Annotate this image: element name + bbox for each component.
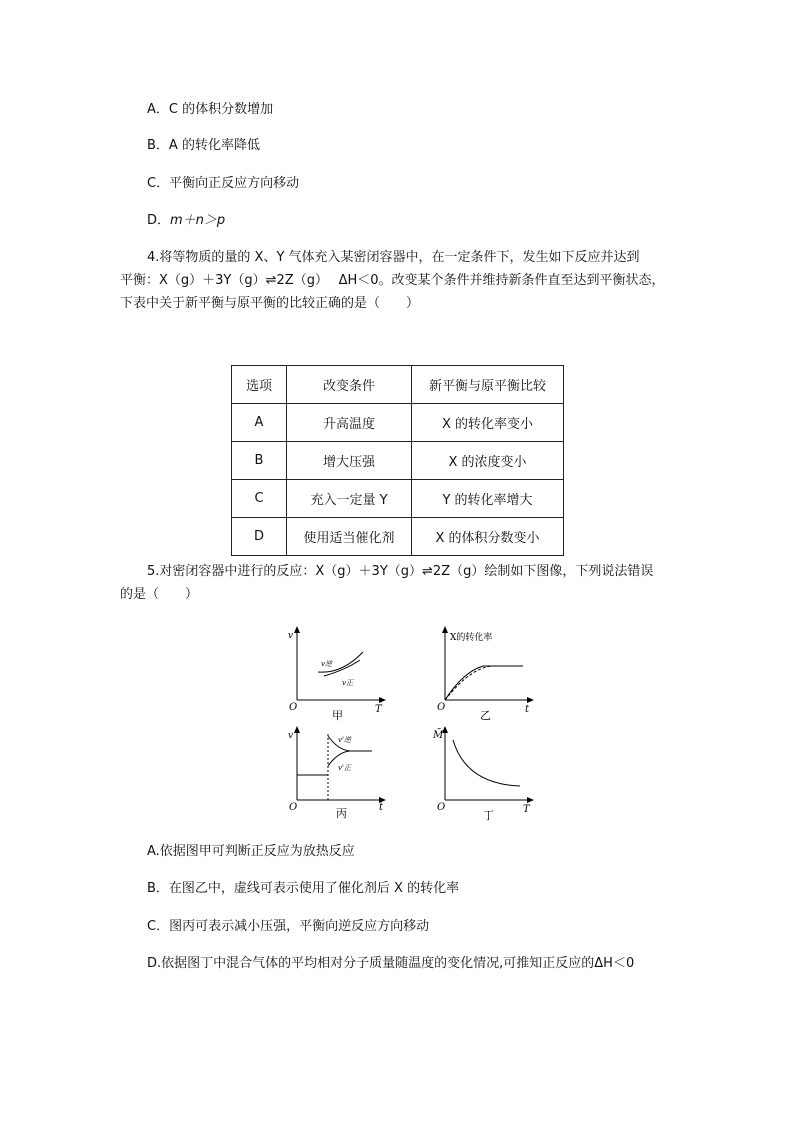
q5-option-b: B．在图乙中，虚线可表示使用了催化剂后 X 的转化率	[147, 881, 460, 896]
table-row	[232, 442, 564, 480]
option-text: m＋n＞p	[170, 213, 226, 228]
table-header: 改变条件	[287, 366, 412, 404]
solid-curve	[445, 666, 523, 700]
q3-option-c	[147, 174, 299, 194]
table-cell: X 的转化率变小	[412, 404, 564, 442]
q3-option-b	[147, 136, 260, 156]
table-row	[232, 404, 564, 442]
table-cell: 升高温度	[287, 404, 412, 442]
table-cell: 使用适当催化剂	[287, 518, 412, 556]
origin-label: O	[437, 702, 446, 713]
curve-label-reverse: v逆	[321, 660, 332, 668]
y-axis-label: X的转化率	[450, 633, 493, 643]
y-axis-label: M̄	[433, 730, 444, 741]
option-label: D．	[147, 213, 171, 228]
option-text: 平衡向正反应方向移动	[169, 176, 300, 191]
q4-stem-line2: 平衡：X（g）＋3Y（g）⇌2Z（g） ΔH＜0。改变某个条件并维持新条件直至达到平衡状态，	[120, 273, 665, 288]
q5-option-d: D.依据图丁中混合气体的平均相对分子质量随温度的变化情况,可推知正反应的ΔH＜0	[147, 956, 635, 971]
x-axis-arrow	[379, 697, 386, 703]
table-cell: X 的体积分数变小	[412, 518, 564, 556]
q4-stem-line1: 4.将等物质的量的 X、Y 气体充入某密闭容器中，在一定条件下，发生如下反应并达到	[147, 250, 640, 265]
graph-bing	[280, 722, 400, 822]
table-cell: B	[232, 442, 287, 480]
x-axis-arrow	[527, 697, 534, 703]
curve-label-forward: v正	[342, 679, 353, 687]
table-cell: D	[232, 518, 287, 556]
table-cell: 增大压强	[287, 442, 412, 480]
table-header: 选项	[232, 366, 287, 404]
table-cell: X 的浓度变小	[412, 442, 564, 480]
y-axis-label: v	[288, 631, 294, 641]
table-cell: C	[232, 480, 287, 518]
q5-option-c: C．图丙可表示减小压强，平衡向逆反应方向移动	[147, 919, 430, 934]
x-axis-label: t	[379, 802, 384, 813]
graph-caption: 丁	[483, 809, 494, 822]
graph-caption: 甲	[332, 709, 343, 722]
q5-stem-line1: 5.对密闭容器中进行的反应：X（g）＋3Y（g）⇌2Z（g）绘制如下图像，下列说法错误	[147, 564, 654, 579]
graph-yi	[428, 622, 548, 722]
option-text: C 的体积分数增加	[168, 102, 274, 117]
y-axis-arrow	[294, 726, 300, 733]
x-axis-label: T	[375, 704, 382, 715]
q4-comparison-table	[231, 365, 564, 556]
option-label: A．	[147, 102, 169, 117]
option-text: A 的转化率降低	[168, 138, 260, 153]
origin-label: O	[289, 702, 298, 713]
q5-stem-line2: 的是（ ）	[120, 587, 199, 602]
y-axis-arrow	[442, 626, 448, 633]
q3-option-a	[147, 100, 273, 120]
table-header-row	[232, 366, 564, 404]
molar-mass-curve	[453, 740, 520, 786]
table-row	[232, 518, 564, 556]
q3-option-d	[147, 211, 225, 231]
table-header: 新平衡与原平衡比较	[412, 366, 564, 404]
x-axis-arrow	[527, 797, 534, 803]
table-cell: 充入一定量 Y	[287, 480, 412, 518]
graph-jia	[280, 622, 400, 722]
graph-caption: 丙	[336, 807, 347, 820]
table-cell: A	[232, 404, 287, 442]
option-label: B．	[147, 138, 169, 153]
dashed-curve	[445, 666, 492, 700]
graph-ding	[428, 722, 548, 822]
origin-label: O	[289, 802, 298, 813]
graph-caption: 乙	[480, 709, 491, 722]
curve-label-forward: v'正	[338, 764, 351, 772]
y-axis-label: v	[288, 731, 294, 741]
curve-label-reverse: v'逆	[338, 736, 351, 744]
origin-label: O	[437, 802, 446, 813]
y-axis-arrow	[294, 626, 300, 633]
option-label: C．	[147, 176, 170, 191]
table-cell: Y 的转化率增大	[412, 480, 564, 518]
table-row	[232, 480, 564, 518]
x-axis-label: t	[525, 704, 530, 715]
q4-stem-line3: 下表中关于新平衡与原平衡的比较正确的是（ ）	[120, 296, 420, 311]
q5-option-a: A.依据图甲可判断正反应为放热反应	[147, 844, 355, 859]
x-axis-label: T	[523, 804, 530, 815]
